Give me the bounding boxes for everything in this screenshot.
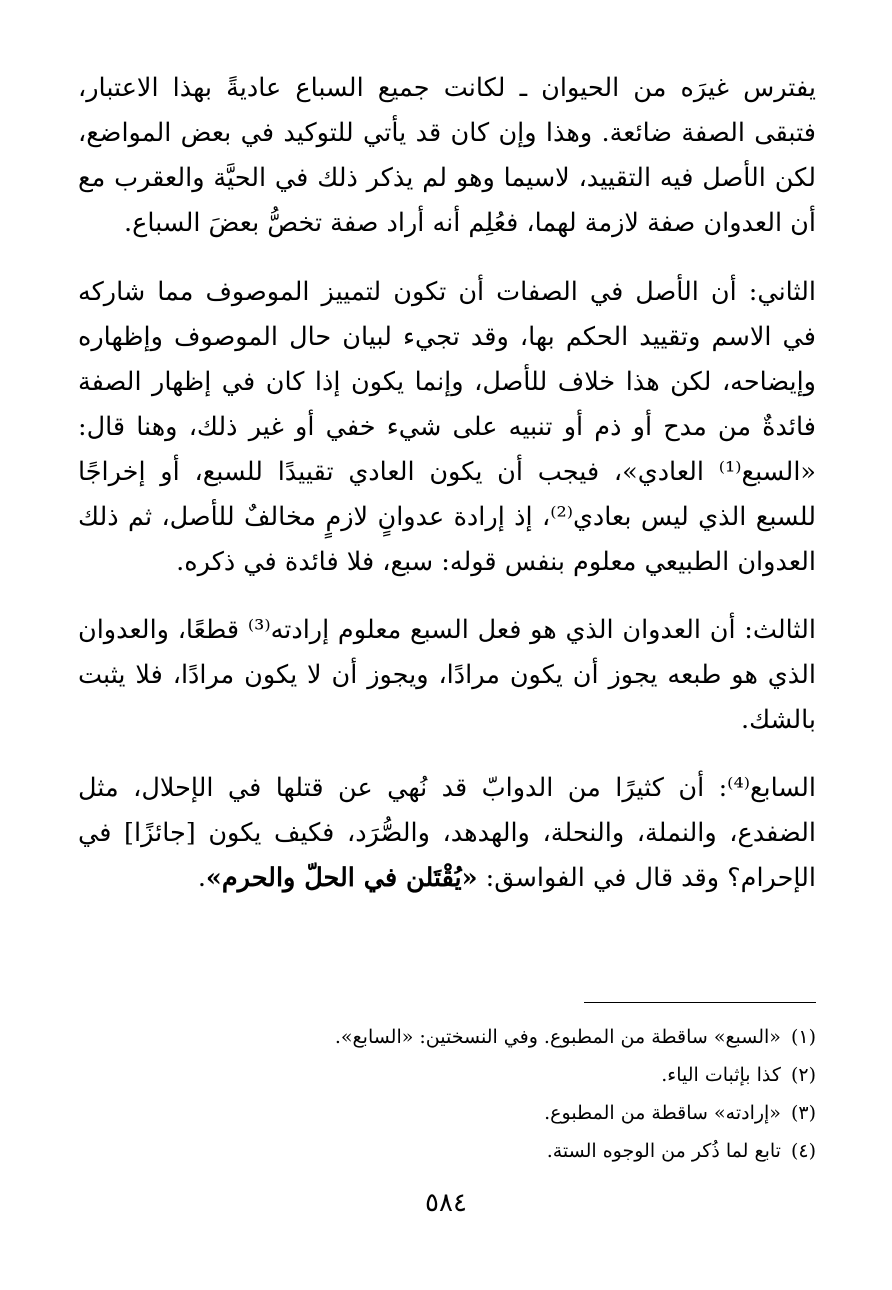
paragraph-4-end: .: [197, 863, 206, 893]
footnotes: [78, 1018, 816, 1170]
hadith-quote: «يُقْتَلن في الحلّ والحرم»: [205, 863, 478, 893]
footnote-number: (٤): [790, 1140, 816, 1162]
paragraph-4: [78, 766, 816, 901]
footnote-number: (٣): [790, 1102, 816, 1124]
footnote-1: [78, 1018, 816, 1056]
footnote-number: (٢): [790, 1064, 816, 1086]
footnote-text: كذا بإثبات الياء.: [661, 1064, 781, 1086]
footnote-text: «السبع» ساقطة من المطبوع. وفي النسختين: «السابع».: [334, 1026, 781, 1048]
footnote-text: «إرادته» ساقطة من المطبوع.: [544, 1102, 781, 1124]
paragraph-1: يفترس غيرَه من الحيوان ـ لكانت جميع السباع عاديةً بهذا الاعتبار، فتبقى الصفة ضائعة. وهذا وإن كان قد يأتي للتوكيد في بعض المواضع، لكن الأصل فيه التقييد، لاسيما وهو لم يذكر ذلك في الحيَّة والعقرب مع أن العدوان صفة لازمة لهما، فعُلِم أنه أراد صفة تخصُّ بعضَ السباع.: [78, 73, 816, 238]
footnote-2: [78, 1056, 816, 1094]
paragraph-3: الثالث: أن العدوان الذي هو فعل السبع معلوم إرادته⁽³⁾ قطعًا، والعدوان الذي هو طبعه يجوز أن يكون مرادًا، ويجوز أن لا يكون مرادًا، فلا يثبت بالشك.: [78, 615, 816, 735]
footnote-text: تابع لما ذُكر من الوجوه الستة.: [546, 1140, 781, 1162]
footnote-number: (١): [790, 1026, 816, 1048]
main-text: [78, 66, 816, 924]
paragraph-2: الثاني: أن الأصل في الصفات أن تكون لتمييز الموصوف مما شاركه في الاسم وتقييد الحكم بها، وقد تجيء لبيان حال الموصوف وإظهاره وإيضاحه، لكن هذا خلاف للأصل، وإنما يكون إذا كان في إظهار الصفة فائدةٌ من مدح أو ذم أو تنبيه على شيء خفي أو غير ذلك، وهنا قال: «السبع⁽¹⁾ العادي»، فيجب أن يكون العادي تقييدًا للسبع، أو إخراجًا للسبع الذي ليس بعادي⁽²⁾، إذ إرادة عدوانٍ لازمٍ مخالفٌ للأصل، ثم ذلك العدوان الطبيعي معلوم بنفس قوله: سبع، فلا فائدة في ذكره.: [78, 277, 816, 577]
page-number: ٥٨٤: [425, 1188, 467, 1218]
footnote-4: [78, 1132, 816, 1170]
footnote-divider: [584, 1002, 816, 1003]
paragraph-4-text: السابع⁽⁴⁾: أن كثيرًا من الدوابّ قد نُهي عن قتلها في الإحلال، مثل الضفدع، والنملة، والنحلة، والهدهد، والصُّرَد، فكيف يكون [جائزًا] في الإحرام؟ وقد قال في الفواسق:: [78, 773, 816, 893]
footnote-3: [78, 1094, 816, 1132]
